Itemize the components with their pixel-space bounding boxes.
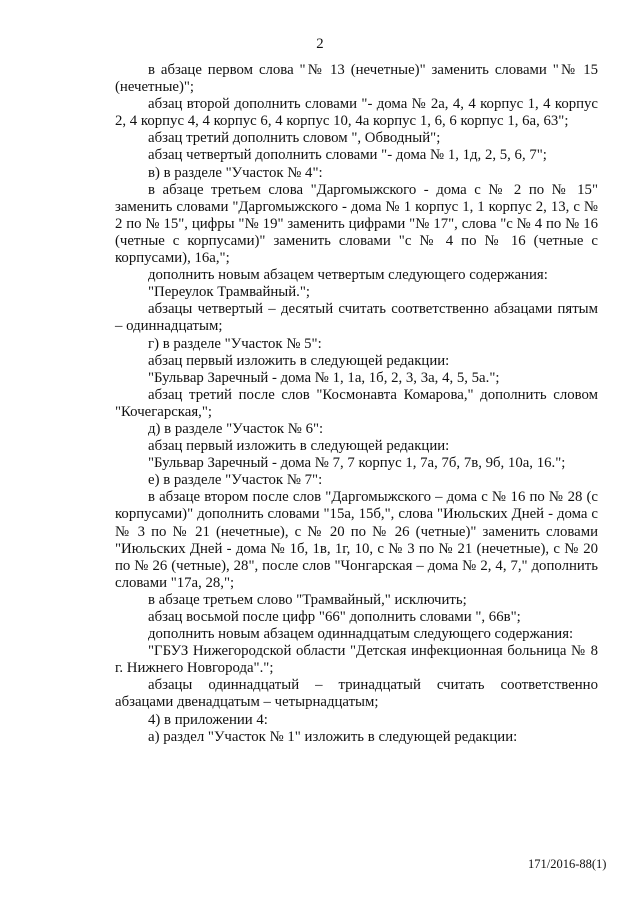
paragraph: абзац третий после слов "Космонавта Комарова," дополнить словом "Кочегарская,"; [115,386,598,420]
paragraph: д) в разделе "Участок № 6": [148,420,324,437]
paragraph: абзацы четвертый – десятый считать соответственно абзацами пятым – одиннадцатым; [115,301,598,335]
paragraph: дополнить новым абзацем четвертым следующего содержания: [148,267,548,284]
paragraph: абзац третий дополнить словом ", Обводный"; [148,130,441,147]
document-body [115,62,598,746]
paragraph: в абзаце третьем слова "Даргомыжского - дома с № 2 по № 15" заменить словами "Даргомыжского - дома № 1 корпус 1, 1 корпус 2, 13, с № 2 по № 15", цифры "№ 19" заменить цифрами "№ 17", слова "с № 4 по № 16 (четные с корпусами)" заменить словами "с № 4 по № 16 (четные с корпусами), 16а,"; [115,181,598,267]
paragraph: абзац четвертый дополнить словами "- дома № 1, 1д, 2, 5, 6, 7"; [148,147,547,164]
paragraph: "Бульвар Заречный - дома № 7, 7 корпус 1, 7а, 7б, 7в, 9б, 10а, 16."; [148,455,566,472]
paragraph: а) раздел "Участок № 1" изложить в следующей редакции: [148,728,518,745]
paragraph: в абзаце третьем слово "Трамвайный," исключить; [148,591,467,608]
document-code: 171/2016-88(1) [528,857,607,871]
paragraph: абзац второй дополнить словами "- дома № 2а, 4, 4 корпус 1, 4 корпус 2, 4 корпус 4, 4 корпус 6, 4 корпус 10, 4а корпус 1, 6, 6 корпус 1, 6а, 63"; [115,96,598,130]
paragraph: в абзаце втором после слов "Даргомыжского – дома с № 16 по № 28 (с корпусами)" дополнить словами "15а, 15б,", слова "Июльских Дней - дома с № 3 по № 21 (нечетные), с № 20 по № 26 (четные)" заменить словами "Июльских Дней - дома № 1б, 1в, 1г, 10, с № 3 по № 21 (нечетные), с № 20 по № 26 (четные), 28", после слов "Чонгарская – дома № 2, 4, 7," дополнить словами "17а, 28,"; [115,489,598,591]
paragraph: абзацы одиннадцатый – тринадцатый считать соответственно абзацами двенадцатым – четырнадцатым; [115,677,598,711]
paragraph: абзац первый изложить в следующей редакции: [148,438,450,455]
paragraph: "ГБУЗ Нижегородской области "Детская инфекционная больница № 8 г. Нижнего Новгорода"."; [115,643,598,677]
paragraph: е) в разделе "Участок № 7": [148,472,323,489]
paragraph: "Бульвар Заречный - дома № 1, 1а, 1б, 2, 3, 3а, 4, 5, 5а."; [148,369,500,386]
paragraph: в абзаце первом слова "№ 13 (нечетные)" заменить словами "№ 15 (нечетные)"; [115,62,598,96]
paragraph: абзац восьмой после цифр "66" дополнить словами ", 66в"; [148,609,521,625]
paragraph: в) в разделе "Участок № 4": [148,164,323,181]
paragraph: дополнить новым абзацем одиннадцатым следующего содержания: [148,626,574,643]
paragraph: "Переулок Трамвайный."; [148,284,311,301]
page-number: 2 [316,36,324,52]
paragraph: г) в разделе "Участок № 5": [148,335,322,352]
paragraph: 4) в приложении 4: [148,711,268,728]
paragraph: абзац первый изложить в следующей редакции: [148,352,450,369]
